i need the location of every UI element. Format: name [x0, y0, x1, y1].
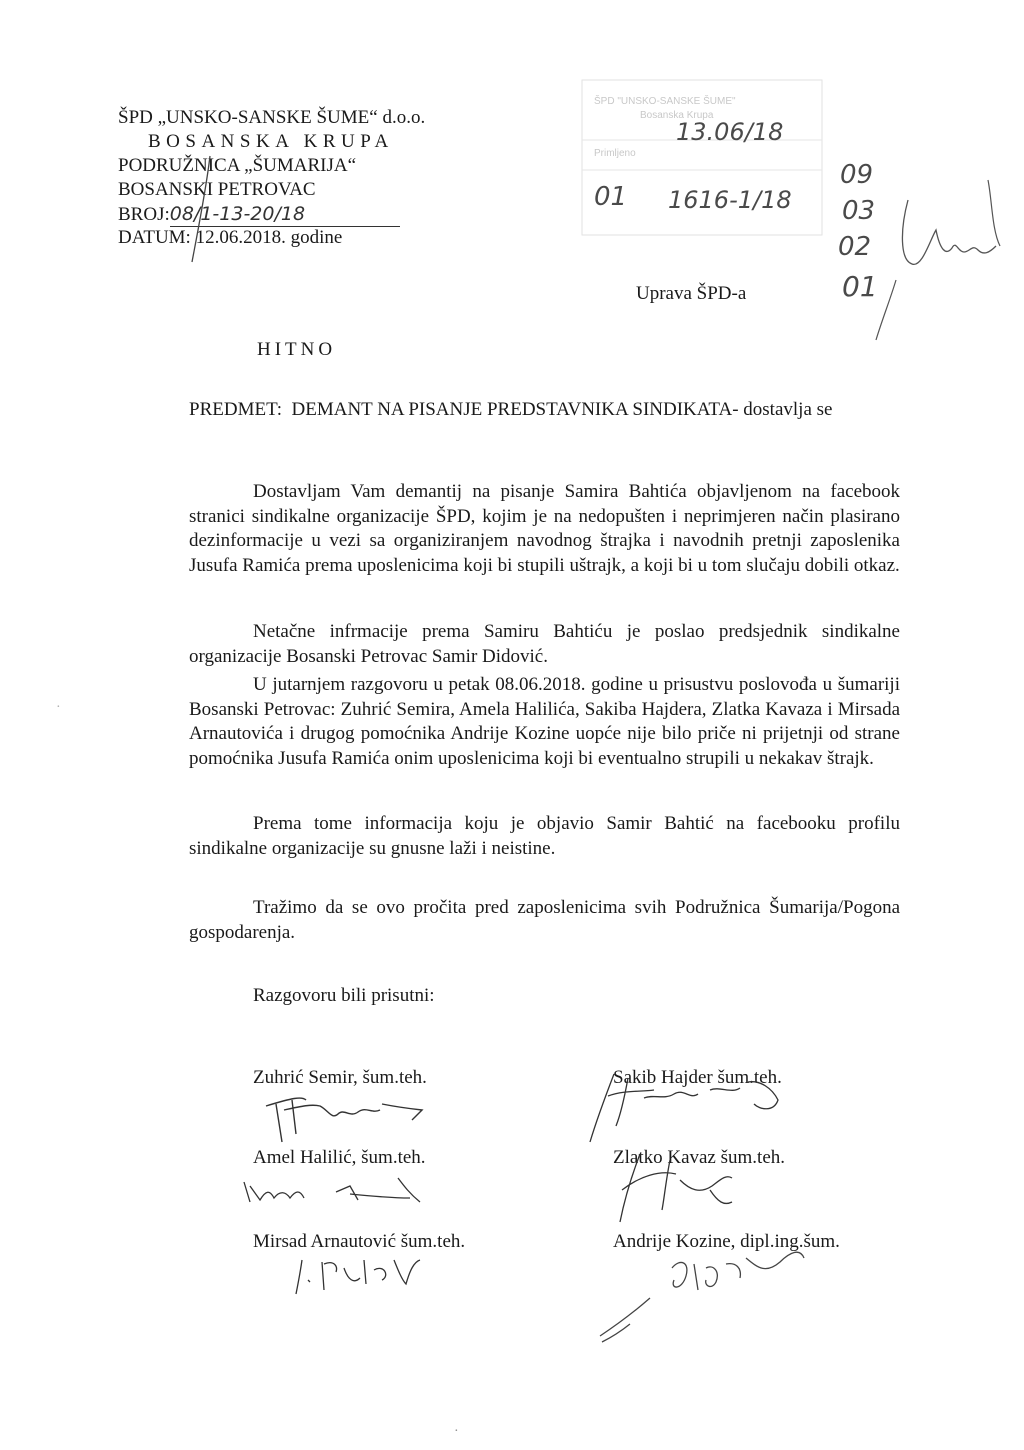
datum-row [118, 226, 342, 250]
urgency-label: HITNO [257, 339, 337, 360]
paragraph-3: U jutarnjem razgovoru u petak 08.06.2018. godine u prisustvu poslovođa u šumariji Bosanski Petrovac: Zuhrić Semira, Amela Halilića, Sakiba Hajdera, Zlatka Kavaza i Mirsada Arnautovića i drugog pomoćnika Andrije Kozine uopće nije bilo priče ni prijetnji od strane pomoćnika Jusufa Ramića onim uposlenicima koji bi eventualno strupili u nekakav štrajk. [189, 674, 900, 769]
paragraph-1: Dostavljam Vam demantij na pisanje Samira Bahtića objavljenom na facebook stranici sindikalne organizacije ŠPD, kojim je na nedopušten i neprimjeren način plasirano dezinformacije u vezi sa organiziranjem navodnog štrajka i navodnih pretnji zaposlenika Jusufa Ramića prema uposlenicima koji bi stupili uštrajk, a koji bi u tom slučaju dobili otkaz. [189, 481, 900, 576]
bottom-speck-icon: · [454, 1424, 459, 1439]
attendee-halilic: Amel Halilić, šum.teh. [253, 1147, 426, 1168]
stamp-date: 13.06/18 [676, 118, 784, 146]
signature-kavaz [600, 1150, 780, 1235]
paragraph-2: Netačne infrmacije prema Samiru Bahtiću je poslao predsjednik sindikalne organizacije Bosanski Petrovac Samir Didović. [189, 621, 900, 667]
recipient: Uprava ŠPD-a [636, 283, 747, 304]
branch-name: PODRUŽNICA „ŠUMARIJA“ [118, 155, 357, 176]
reception-stamp [580, 78, 825, 238]
stamp-col-3: 02 [838, 232, 872, 262]
company-name: ŠPD „UNSKO-SANSKE ŠUME“ d.o.o. [118, 107, 426, 128]
attendee-kozine: Andrije Kozine, dipl.ing.šum. [613, 1231, 840, 1252]
stamp-col-2: 03 [842, 196, 876, 226]
stamp-number: 1616-1/18 [668, 186, 792, 214]
header-pen-stroke [180, 150, 220, 270]
branch-city: BOSANSKI PETROVAC [118, 179, 316, 200]
signature-hajder [584, 1070, 804, 1155]
broj-value: 08/1-13-20/18 [170, 202, 400, 227]
datum-suffix: godine [290, 227, 343, 248]
attendee-kavaz: Zlatko Kavaz šum.teh. [613, 1147, 786, 1168]
present-label: Razgovoru bili prisutni: [253, 985, 435, 1006]
stamp-col-1: 09 [840, 160, 874, 190]
stamp-faint-title: ŠPD "UNSKO-SANSKE ŠUME" [594, 96, 736, 107]
datum-label: DATUM: [118, 227, 191, 248]
attendee-hajder: Sakib Hajder šum.teh. [613, 1067, 782, 1088]
margin-speck-icon: · [56, 700, 61, 715]
attendee-zuhric: Zuhrić Semir, šum.teh. [253, 1067, 427, 1088]
signature-halilic [240, 1172, 440, 1217]
datum-value: 12.06.2018. [195, 227, 286, 248]
stamp-faint-subtitle: Bosanska Krupa [640, 110, 714, 121]
broj-label: BROJ: [118, 204, 170, 225]
stamp-org-unit: 01 [594, 182, 628, 212]
attendee-arnautovic: Mirsad Arnautović šum.teh. [253, 1231, 466, 1252]
signature-zuhric [262, 1090, 442, 1155]
stamp-initials-signature [860, 160, 1010, 350]
subject-label: PREDMET: [189, 399, 283, 420]
stamp-col-4: 01 [842, 270, 878, 303]
stamp-faint-received: Primljeno [594, 148, 636, 159]
signature-kozine [590, 1228, 830, 1353]
paragraph-4: Prema tome informacija koju je objavio Samir Bahtić na facebooku profilu sindikalne organizacije su gnusne laži i neistine. [189, 813, 900, 859]
company-city: BOSANSKA KRUPA [148, 131, 394, 152]
subject-line [189, 398, 832, 422]
broj-row [118, 202, 400, 227]
signature-arnautovic [294, 1250, 434, 1305]
subject-text: DEMANT NA PISANJE PREDSTAVNIKA SINDIKATA- dostavlja se [291, 399, 833, 420]
paragraph-request: Tražimo da se ovo pročita pred zaposlenicima svih Podružnica Šumarija/Pogona gospodarenja. [189, 897, 900, 943]
